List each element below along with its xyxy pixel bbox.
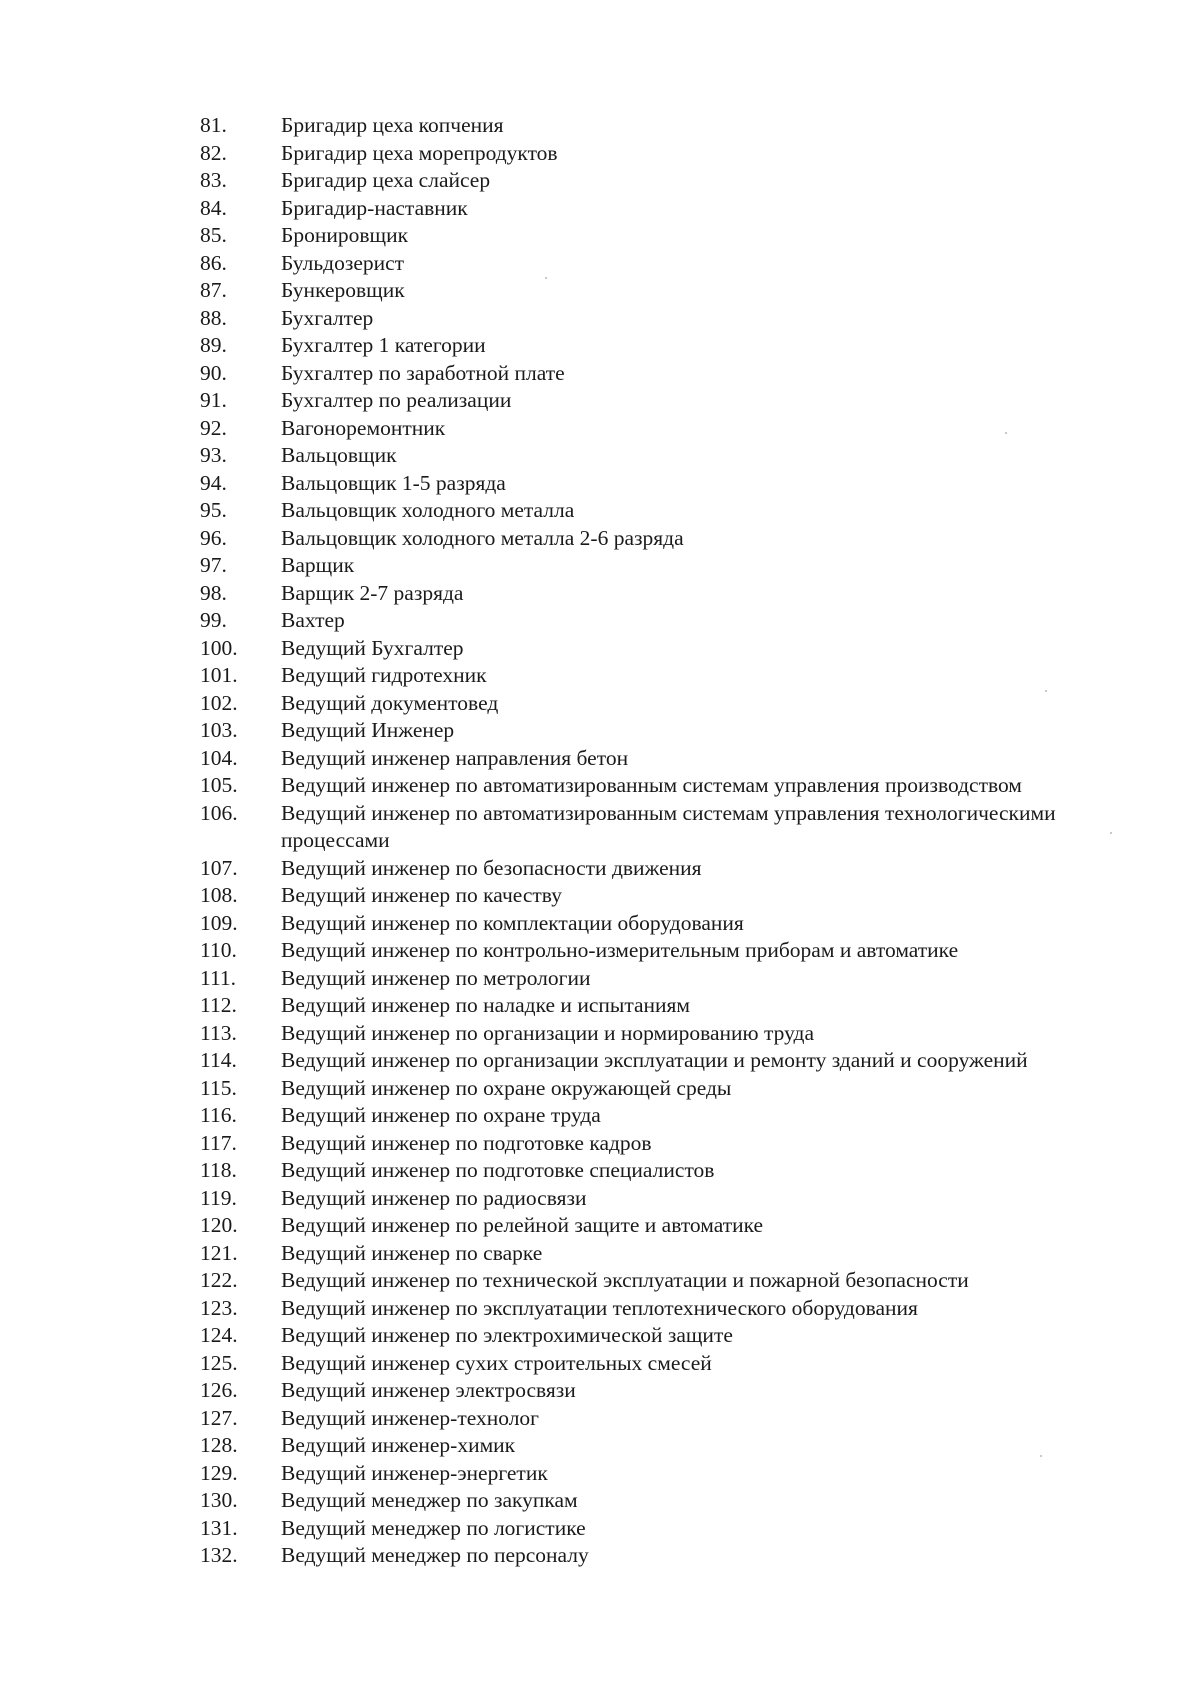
item-number: 111.: [200, 965, 237, 990]
item-number: 83.: [200, 168, 227, 192]
list-item: [200, 937, 1160, 965]
item-text: Вагоноремонтник: [281, 415, 446, 440]
item-text: Ведущий инженер по качеству: [281, 883, 562, 907]
list-item: [200, 415, 1160, 443]
item-text: Вальцовщик холодного металла: [281, 498, 575, 522]
item-text: Ведущий инженер сухих строительных смесей: [281, 1350, 712, 1375]
item-text: Ведущий инженер по автоматизированным системам управления технологическими процессами: [281, 800, 1056, 852]
list-item: [200, 662, 1160, 690]
list-item: [200, 635, 1160, 663]
list-item: [200, 1377, 1160, 1405]
list-item: [200, 1405, 1160, 1433]
item-number: 89.: [200, 333, 227, 357]
list-item: [200, 965, 1160, 993]
item-number: 127.: [200, 1405, 238, 1430]
item-number: 126.: [200, 1378, 238, 1402]
item-text: Вальцовщик холодного металла 2-6 разряда: [281, 525, 684, 550]
item-number: 102.: [200, 690, 238, 715]
item-number: 132.: [200, 1543, 238, 1567]
job-title-list: [200, 112, 1160, 1570]
item-number: 130.: [200, 1488, 238, 1512]
item-text: Ведущий Бухгалтер: [281, 635, 464, 660]
item-number: 110.: [200, 938, 237, 962]
item-number: 121.: [200, 1240, 238, 1265]
item-number: 118.: [200, 1158, 237, 1182]
list-item: [200, 140, 1160, 168]
list-item: [200, 1542, 1160, 1570]
item-number: 115.: [200, 1075, 237, 1100]
item-number: 87.: [200, 278, 227, 302]
list-item: [200, 1130, 1160, 1158]
item-number: 124.: [200, 1323, 238, 1347]
item-text: Ведущий инженер по сварке: [281, 1240, 543, 1265]
item-number: 107.: [200, 855, 238, 880]
item-text: Ведущий инженер по охране окружающей среды: [281, 1075, 732, 1100]
item-text: Ведущий инженер-технолог: [281, 1405, 539, 1430]
list-item: [200, 470, 1160, 498]
item-text: Ведущий инженер по технической эксплуатации и пожарной безопасности: [281, 1268, 969, 1292]
list-item: [200, 112, 1160, 140]
list-item: [200, 387, 1160, 415]
item-number: 93.: [200, 443, 227, 467]
item-text: Ведущий инженер-энергетик: [281, 1460, 548, 1485]
item-text: Вальцовщик: [281, 443, 397, 467]
item-text: Бухгалтер по заработной плате: [281, 360, 565, 385]
item-number: 119.: [200, 1185, 237, 1210]
list-item: [200, 745, 1160, 773]
item-text: Варщик: [281, 553, 355, 577]
item-text: Бригадир цеха копчения: [281, 113, 504, 137]
list-item: [200, 250, 1160, 278]
item-number: 99.: [200, 608, 227, 632]
list-item: [200, 1157, 1160, 1185]
item-text: Бригадир-наставник: [281, 195, 468, 220]
item-number: 90.: [200, 360, 227, 385]
item-text: Ведущий инженер по автоматизированным системам управления производством: [281, 773, 1022, 797]
list-item: [200, 360, 1160, 388]
list-item: [200, 222, 1160, 250]
list-item: [200, 1102, 1160, 1130]
item-text: Ведущий менеджер по персоналу: [281, 1543, 589, 1567]
item-text: Ведущий инженер по подготовке кадров: [281, 1130, 652, 1155]
item-text: Ведущий инженер по организации и нормированию труда: [281, 1020, 814, 1045]
item-number: 125.: [200, 1350, 238, 1375]
item-text: Бункеровщик: [281, 278, 405, 302]
list-item: [200, 1350, 1160, 1378]
item-number: 117.: [200, 1130, 237, 1155]
item-number: 116.: [200, 1103, 237, 1127]
item-text: Варщик 2-7 разряда: [281, 580, 464, 605]
list-item: [200, 1240, 1160, 1268]
list-item: [200, 1295, 1160, 1323]
item-number: 82.: [200, 140, 227, 165]
list-item: [200, 195, 1160, 223]
item-text: Ведущий инженер по наладке и испытаниям: [281, 993, 691, 1017]
item-text: Бухгалтер по реализации: [281, 388, 512, 412]
item-number: 106.: [200, 800, 238, 825]
list-item: [200, 855, 1160, 883]
item-text: Ведущий инженер по комплектации оборудования: [281, 910, 744, 935]
item-number: 84.: [200, 195, 227, 220]
item-text: Ведущий документовед: [281, 690, 499, 715]
list-item: [200, 305, 1160, 333]
list-item: [200, 910, 1160, 938]
list-item: [200, 882, 1160, 910]
item-text: Ведущий инженер по радиосвязи: [281, 1185, 587, 1210]
item-number: 123.: [200, 1295, 238, 1320]
list-item: [200, 1515, 1160, 1543]
item-number: 100.: [200, 635, 238, 660]
item-number: 103.: [200, 718, 238, 742]
item-number: 101.: [200, 663, 238, 687]
list-item: [200, 607, 1160, 635]
item-text: Вальцовщик 1-5 разряда: [281, 470, 506, 495]
item-text: Ведущий инженер по подготовке специалистов: [281, 1158, 715, 1182]
item-number: 81.: [200, 113, 227, 137]
item-text: Ведущий инженер направления бетон: [281, 745, 629, 770]
item-number: 113.: [200, 1020, 237, 1045]
item-number: 95.: [200, 498, 227, 522]
item-text: Вахтер: [281, 608, 345, 632]
list-item: [200, 992, 1160, 1020]
item-number: 86.: [200, 250, 227, 275]
list-item: [200, 1322, 1160, 1350]
list-item: [200, 277, 1160, 305]
list-item: [200, 1185, 1160, 1213]
item-text: Ведущий инженер по эксплуатации теплотехнического оборудования: [281, 1295, 918, 1320]
item-number: 96.: [200, 525, 227, 550]
list-item: [200, 332, 1160, 360]
list-item: [200, 552, 1160, 580]
item-number: 85.: [200, 223, 227, 247]
item-text: Ведущий менеджер по закупкам: [281, 1488, 578, 1512]
list-item: [200, 1487, 1160, 1515]
item-number: 122.: [200, 1268, 238, 1292]
list-item: [200, 1047, 1160, 1075]
list-item: [200, 1432, 1160, 1460]
list-item: [200, 772, 1160, 800]
item-number: 91.: [200, 388, 227, 412]
item-text: Ведущий инженер по охране труда: [281, 1103, 601, 1127]
item-number: 120.: [200, 1213, 238, 1237]
list-item: [200, 1267, 1160, 1295]
list-item: [200, 690, 1160, 718]
item-text: Бригадир цеха слайсер: [281, 168, 491, 192]
list-item: [200, 1212, 1160, 1240]
item-text: Ведущий инженер по безопасности движения: [281, 855, 702, 880]
list-item: [200, 442, 1160, 470]
item-number: 129.: [200, 1460, 238, 1485]
item-number: 109.: [200, 910, 238, 935]
item-text: Ведущий Инженер: [281, 718, 455, 742]
item-text: Ведущий инженер электросвязи: [281, 1378, 576, 1402]
item-number: 105.: [200, 773, 238, 797]
list-item: [200, 1460, 1160, 1488]
item-text: Бульдозерист: [281, 250, 405, 275]
item-text: Ведущий гидротехник: [281, 663, 487, 687]
item-number: 128.: [200, 1433, 238, 1457]
item-text: Бронировщик: [281, 223, 409, 247]
list-item: [200, 1020, 1160, 1048]
list-item: [200, 800, 1160, 855]
item-number: 108.: [200, 883, 238, 907]
item-number: 98.: [200, 580, 227, 605]
item-number: 131.: [200, 1515, 238, 1540]
list-item: [200, 580, 1160, 608]
item-text: Ведущий инженер по релейной защите и автоматике: [281, 1213, 764, 1237]
item-number: 112.: [200, 993, 237, 1017]
item-number: 92.: [200, 415, 227, 440]
item-text: Ведущий инженер по метрологии: [281, 965, 591, 990]
item-number: 94.: [200, 470, 227, 495]
item-text: Бухгалтер: [281, 305, 374, 330]
item-text: Бухгалтер 1 категории: [281, 333, 486, 357]
list-item: [200, 525, 1160, 553]
list-item: [200, 167, 1160, 195]
item-text: Ведущий инженер-химик: [281, 1433, 516, 1457]
item-text: Ведущий инженер по организации эксплуатации и ремонту зданий и сооружений: [281, 1048, 1028, 1072]
item-text: Бригадир цеха морепродуктов: [281, 140, 558, 165]
item-text: Ведущий менеджер по логистике: [281, 1515, 586, 1540]
list-item: [200, 497, 1160, 525]
item-number: 88.: [200, 305, 227, 330]
item-number: 104.: [200, 745, 238, 770]
list-item: [200, 717, 1160, 745]
item-text: Ведущий инженер по контрольно-измерительным приборам и автоматике: [281, 938, 959, 962]
item-number: 97.: [200, 553, 227, 577]
list-item: [200, 1075, 1160, 1103]
item-text: Ведущий инженер по электрохимической защите: [281, 1323, 733, 1347]
item-number: 114.: [200, 1048, 237, 1072]
